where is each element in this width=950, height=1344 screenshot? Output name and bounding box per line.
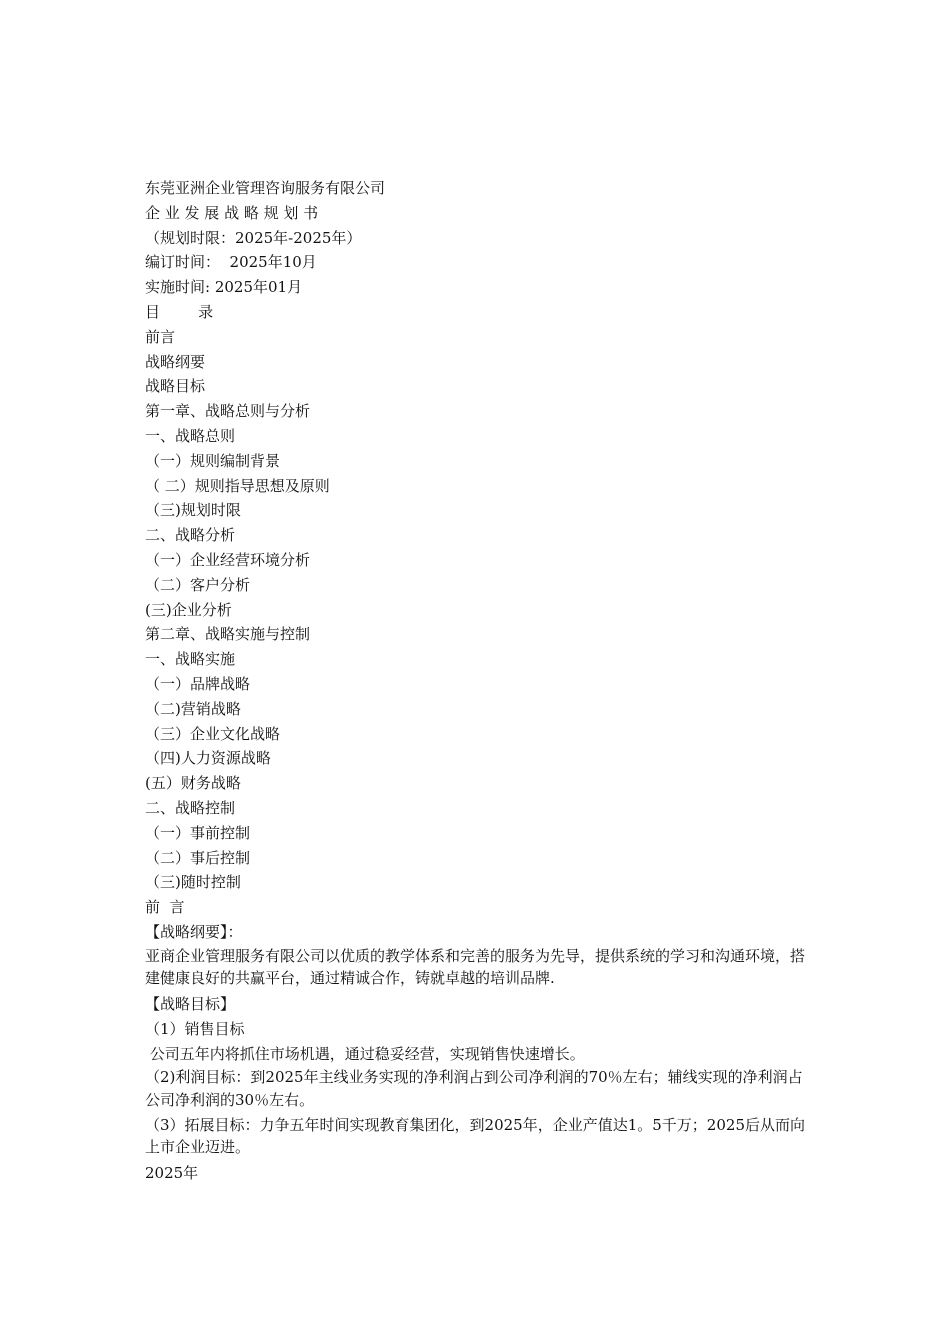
toc-item: (三)企业分析 [145, 600, 232, 619]
outline-paragraph: 亚商企业管理服务有限公司以优质的教学体系和完善的服务为先导，提供系统的学习和沟通环境，搭建健康良好的共赢平台，通过精诚合作，铸就卓越的培训品牌. [145, 946, 806, 988]
goal-expansion-paragraph: （3）拓展目标：力争五年时间实现教育集团化，到2025年，企业产值达1。5千万；2025后从而向上市企业迈进。 [145, 1115, 805, 1157]
toc-item: 前言 [145, 327, 176, 346]
toc-item: 一、战略总则 [145, 426, 236, 445]
goals-heading: 【战略目标】 [145, 995, 236, 1013]
toc-item: 战略纲要 [145, 352, 206, 371]
toc-item: 第一章、战略总则与分析 [145, 402, 311, 421]
toc-item: 一、战略实施 [145, 650, 236, 669]
toc-item: （三)规划时限 [145, 501, 241, 520]
outline-heading: 【战略纲要】： [145, 922, 243, 941]
toc-item: （一）品牌战略 [145, 674, 251, 693]
toc-item: （二）客户分析 [145, 575, 251, 594]
document-title: 企 业 发 展 战 略 规 划 书 [145, 203, 319, 222]
goal-profit-paragraph: （2)利润目标：到2025年主线业务实现的净利润占到公司净利润的70％左右；辅线实现的净利润占公司净利润的30％左右。 [145, 1068, 803, 1109]
toc-item: （一）事前控制 [145, 823, 251, 842]
company-name: 东莞亚洲企业管理咨询服务有限公司 [145, 179, 386, 197]
toc-item: （三)随时控制 [145, 873, 241, 892]
preface-heading: 前 言 [145, 898, 185, 917]
toc-item: （四)人力资源战略 [145, 749, 271, 768]
toc-item: （二）事后控制 [145, 848, 251, 867]
goal-sales-title: （1）销售目标 [145, 1019, 245, 1038]
planning-period: （规划时限：2025年-2025年） [145, 228, 362, 247]
toc-item: （ 二）规则指导思想及原则 [145, 476, 330, 495]
toc-item: 第二章、战略实施与控制 [145, 625, 311, 644]
toc-item: （一）规则编制背景 [145, 451, 281, 470]
toc-item: （三）企业文化战略 [145, 724, 281, 743]
effective-date: 实施时间: 2025年01月 [145, 278, 303, 297]
toc-item: （一）企业经营环境分析 [145, 550, 311, 569]
toc-item: 二、战略分析 [145, 526, 236, 545]
toc-heading: 目 录 [145, 302, 214, 321]
toc-item: 战略目标 [145, 377, 206, 396]
compile-date: 编订时间： 2025年10月 [145, 253, 317, 272]
toc-item: （二)营销战略 [145, 699, 241, 718]
goal-sales-text: 公司五年内将抓住市场机遇，通过稳妥经营，实现销售快速增长。 [145, 1044, 585, 1063]
toc-item: (五）财务战略 [145, 774, 241, 793]
document-page [145, 176, 813, 1186]
table-of-contents [145, 325, 813, 895]
trailing-year: 2025年 [145, 1163, 199, 1182]
toc-item: 二、战略控制 [145, 798, 236, 817]
